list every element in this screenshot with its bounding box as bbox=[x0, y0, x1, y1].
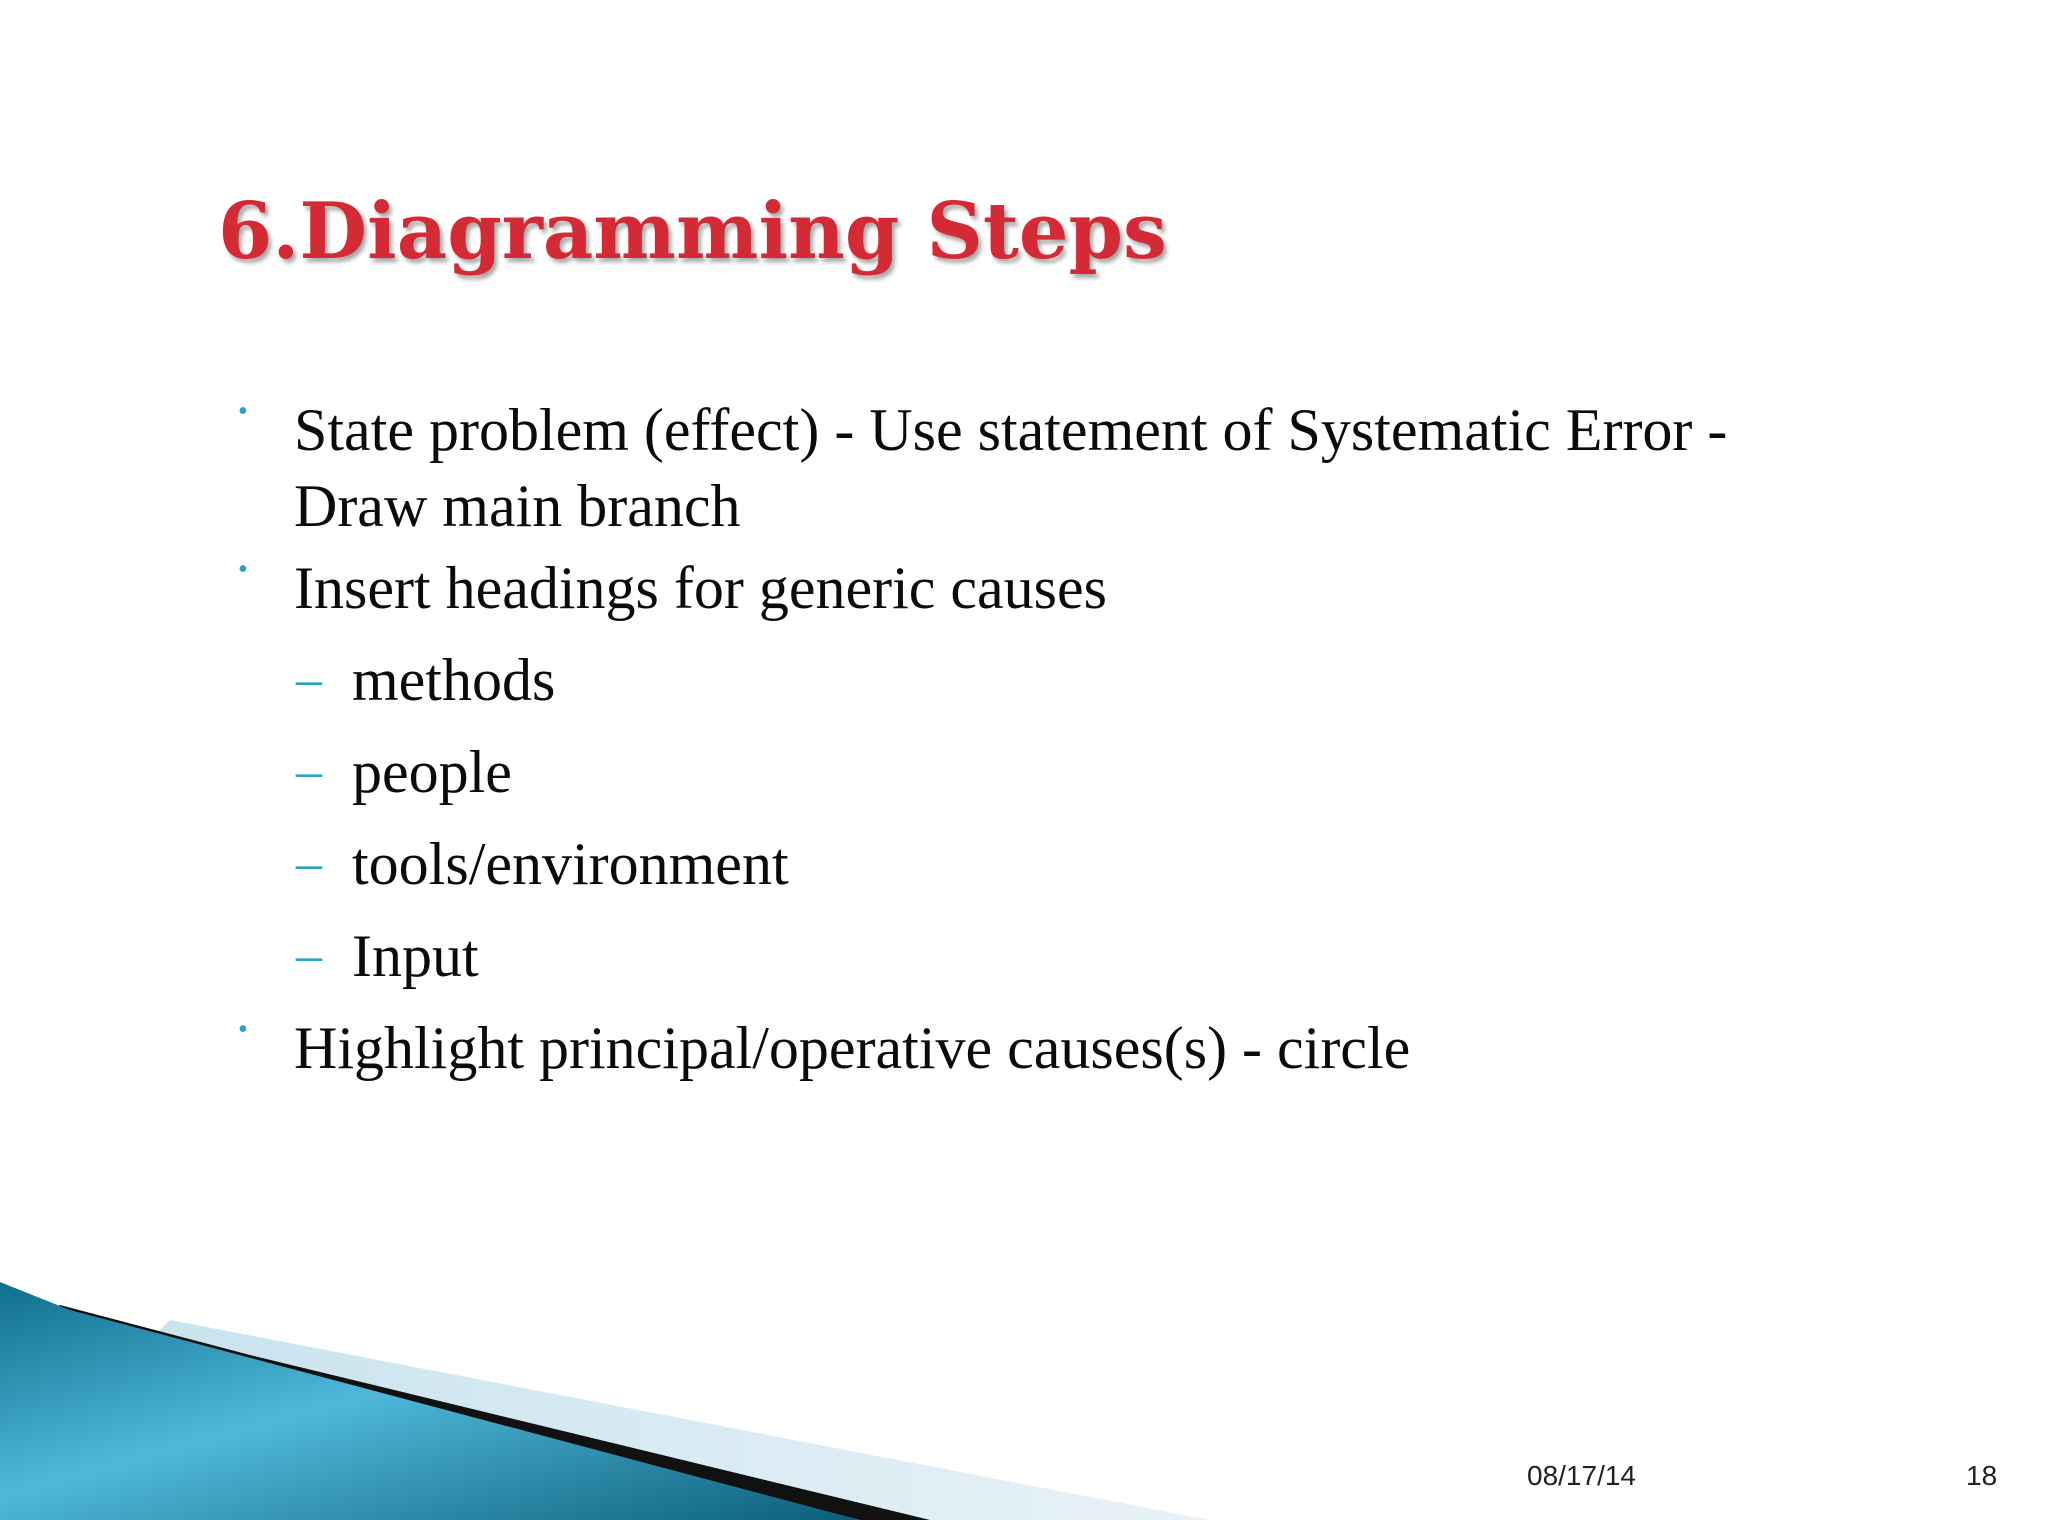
sub-item-text: people bbox=[352, 739, 512, 805]
sub-item bbox=[238, 734, 1858, 810]
bullet-dot-icon: • bbox=[238, 396, 248, 427]
bullet-text: Highlight principal/operative causes(s) - circle bbox=[294, 1015, 1411, 1081]
sub-item bbox=[238, 918, 1858, 994]
sub-item bbox=[238, 826, 1858, 902]
sub-item-text: methods bbox=[352, 647, 556, 713]
bullet-text-line: State problem (effect) - Use statement of Systematic Error - bbox=[294, 397, 1728, 463]
sub-item-text: Input bbox=[352, 923, 479, 989]
slide-title: 6.Diagramming Steps bbox=[218, 186, 1167, 277]
bullet-item bbox=[238, 392, 1858, 544]
dash-icon: – bbox=[296, 835, 322, 892]
sub-item bbox=[238, 642, 1858, 718]
bullet-dot-icon: • bbox=[238, 554, 248, 585]
dash-icon: – bbox=[296, 927, 322, 984]
slide-page-number: 18 bbox=[1966, 1460, 1998, 1491]
sub-item-text: tools/environment bbox=[352, 831, 789, 897]
bullet-item bbox=[238, 550, 1858, 626]
bullet-list bbox=[238, 392, 1858, 1092]
bullet-text: Insert headings for generic causes bbox=[294, 555, 1107, 621]
bullet-item bbox=[238, 1010, 1858, 1086]
dash-icon: – bbox=[296, 651, 322, 708]
slide-date: 08/17/14 bbox=[1527, 1460, 1636, 1491]
bullet-text-line: Draw main branch bbox=[294, 473, 741, 539]
bullet-dot-icon: • bbox=[238, 1014, 248, 1045]
dash-icon: – bbox=[296, 743, 322, 800]
